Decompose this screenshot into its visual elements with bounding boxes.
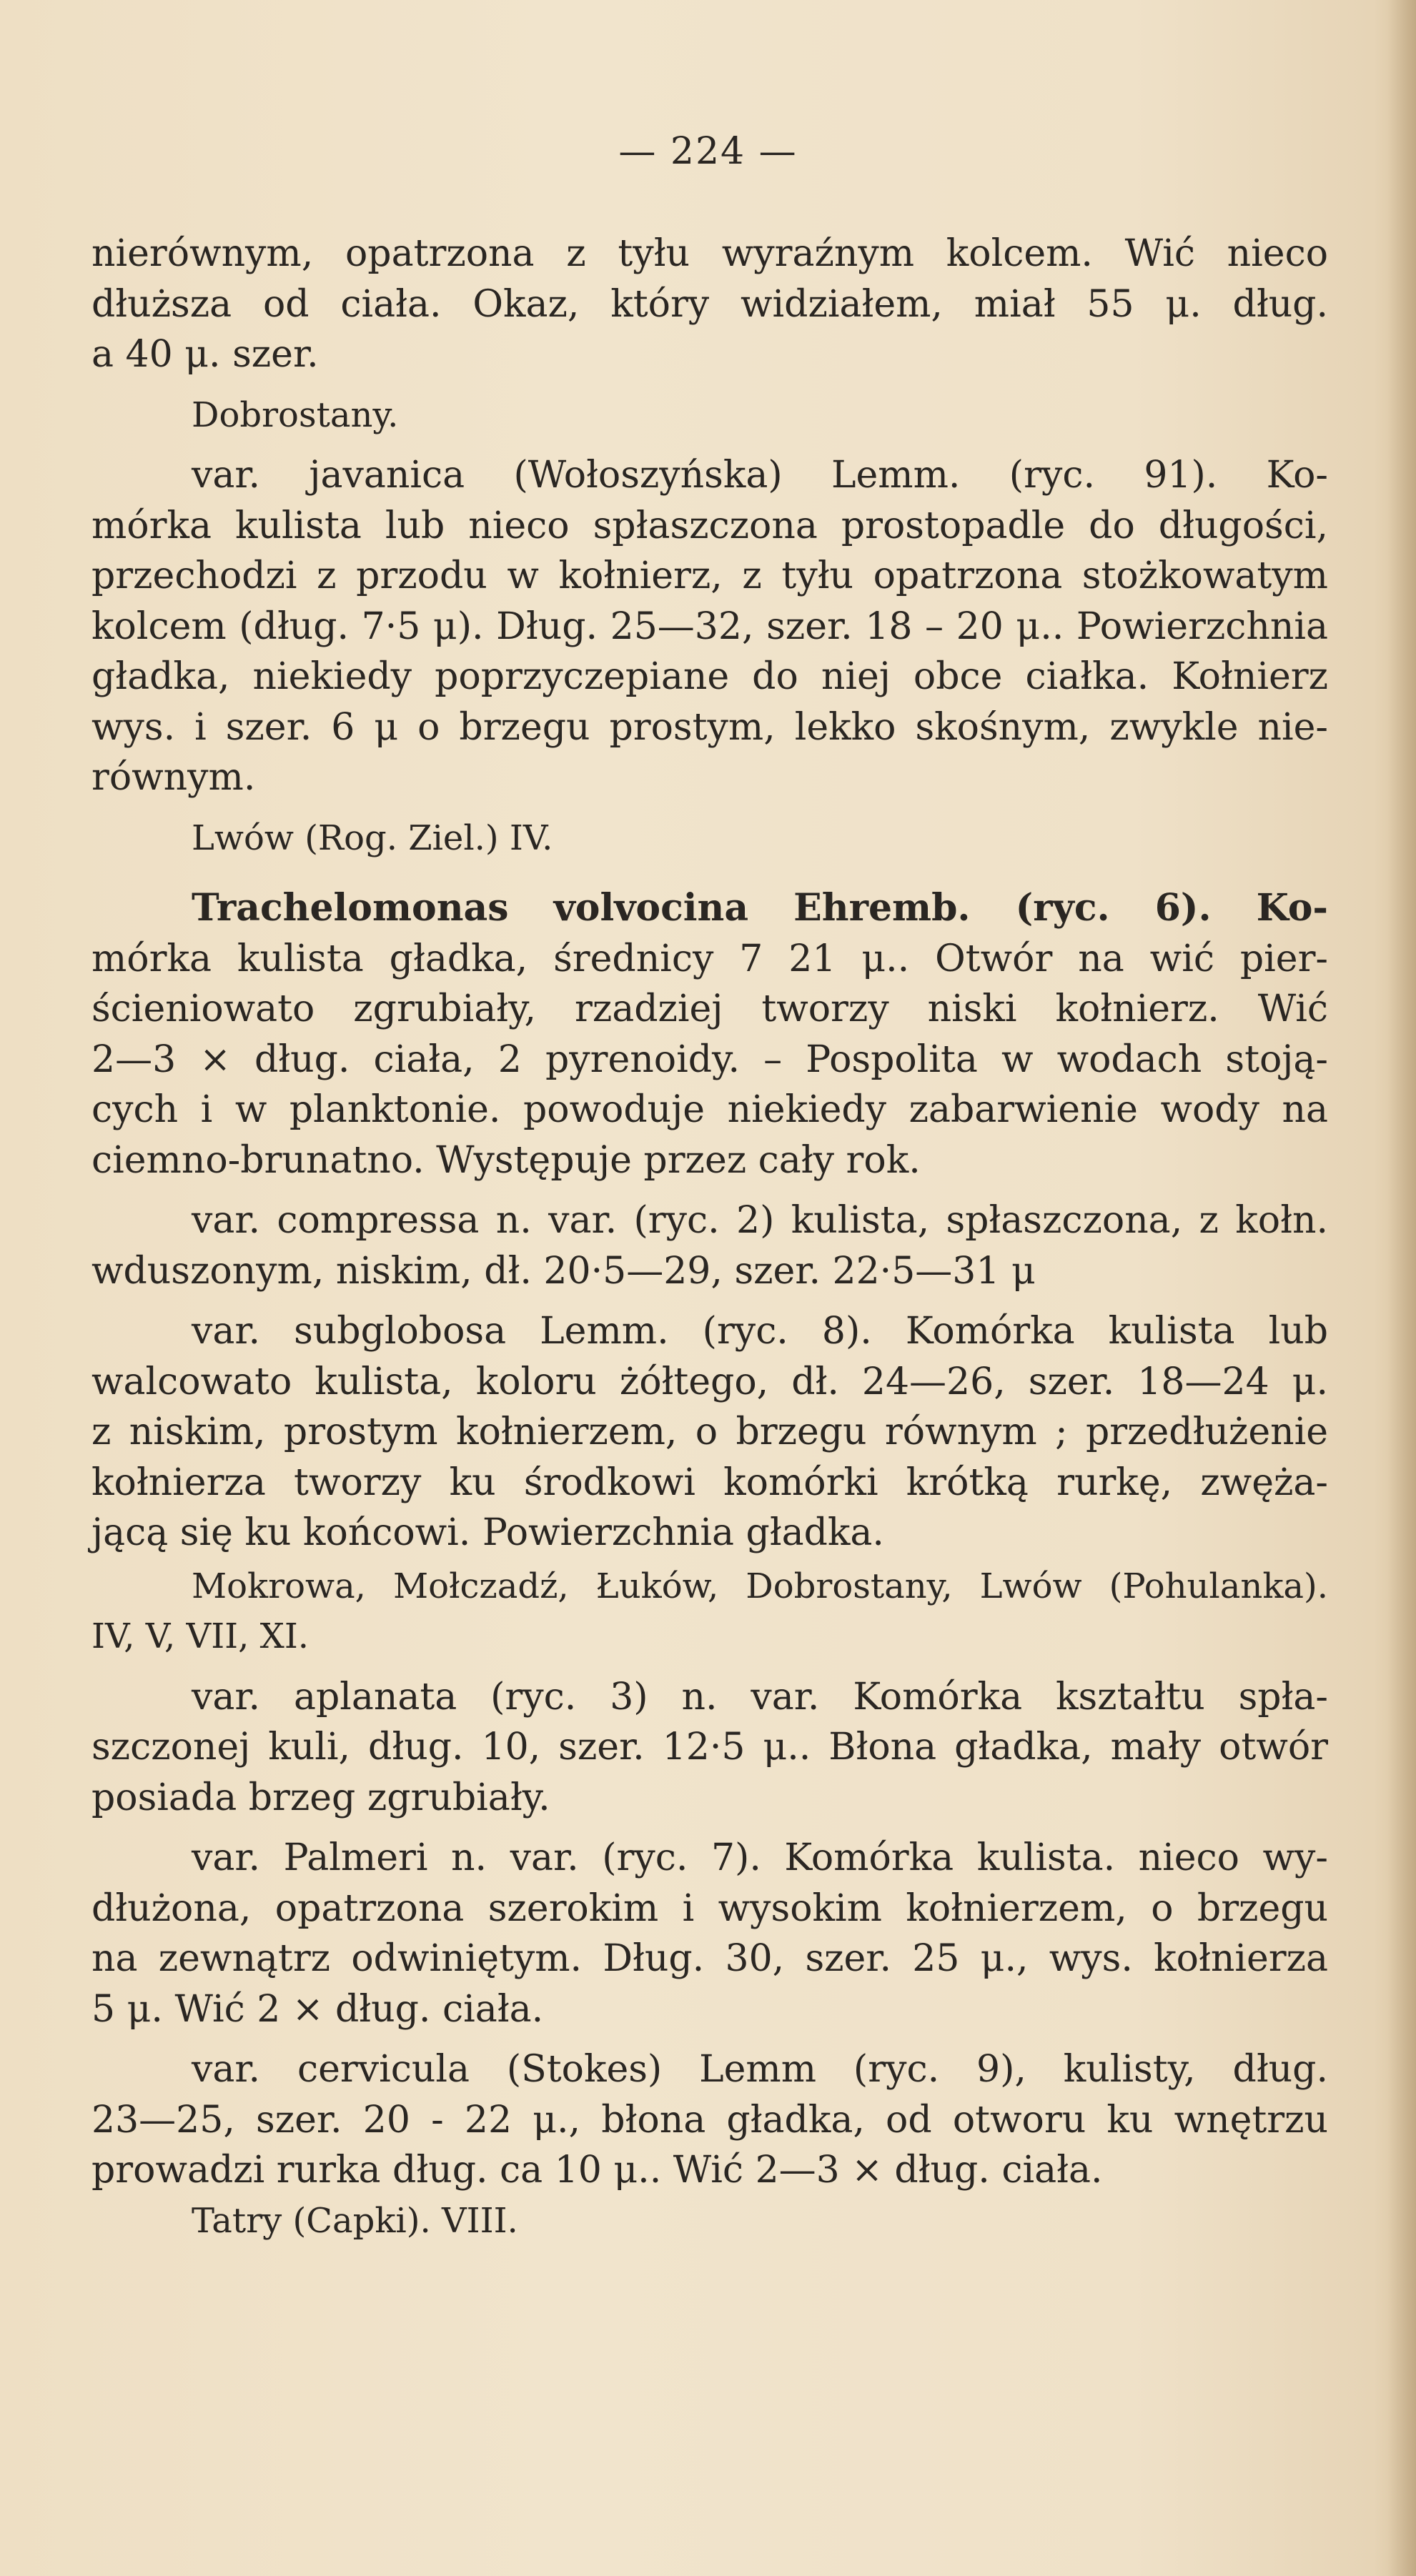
text-line: var. aplanata (ryc. 3) n. var. Komórka kształtu spła- (192, 1675, 1328, 1719)
paragraph-var-javanica (91, 450, 1328, 803)
paragraph-var-compressa (91, 1195, 1328, 1296)
text-line: posiada brzeg zgrubiały. (91, 1776, 550, 1819)
species-heading-line: Trachelomonas volvocina Ehremb. (ryc. 6). Ko- (192, 886, 1328, 930)
text-line: 2—3 × dług. ciała, 2 pyrenoidy. – Pospolita w wodach stoją- (91, 1038, 1328, 1081)
text-line: var. Palmeri n. var. (ryc. 7). Komórka kulista. nieco wy- (192, 1836, 1328, 1879)
text-line: var. subglobosa Lemm. (ryc. 8). Komórka kulista lub (192, 1310, 1328, 1353)
locality-paragraph (91, 1561, 1328, 1662)
text-line: dłuższa od ciała. Okaz, który widziałem, miał 55 μ. dług. (91, 282, 1328, 326)
text-line: ciemno-brunatno. Występuje przez cały rok. (91, 1138, 921, 1182)
page-number: — 224 — (618, 130, 798, 173)
text-line: mórka kulista lub nieco spłaszczona prostopadle do długości, (91, 504, 1328, 547)
paragraph-var-aplanata (91, 1672, 1328, 1824)
locality-paragraph (91, 2196, 1328, 2247)
text-line: 23—25, szer. 20 - 22 μ., błona gładka, od otworu ku wnętrzu (91, 2098, 1328, 2142)
paragraph (91, 229, 1328, 380)
page-body (91, 229, 1328, 2246)
text-line: jącą się ku końcowi. Powierzchnia gładka. (91, 1511, 884, 1554)
locality-paragraph (91, 813, 1328, 864)
text-line: Tatry (Capki). VIII. (192, 2200, 518, 2241)
text-line: Dobrostany. (192, 394, 399, 435)
text-line: wys. i szer. 6 μ o brzegu prostym, lekko skośnym, zwykle nie- (91, 705, 1328, 749)
text-line: IV, V, VII, XI. (91, 1616, 310, 1656)
text-line: gładka, niekiedy poprzyczepiane do niej obce ciałka. Kołnierz (91, 655, 1328, 698)
paragraph-var-subglobosa (91, 1306, 1328, 1558)
text-line: ścieniowato zgrubiały, rzadziej tworzy niski kołnierz. Wić (91, 988, 1328, 1030)
text-line: przechodzi z przodu w kołnierz, z tyłu opatrzona stożkowatym (91, 555, 1328, 597)
page-edge-shadow (1387, 0, 1416, 2576)
text-line: z niskim, prostym kołnierzem, o brzegu równym ; przedłużenie (91, 1411, 1328, 1453)
text-line: a 40 μ. szer. (91, 333, 319, 376)
text-line: kołnierza tworzy ku środkowi komórki krótką rurkę, zwęża- (91, 1461, 1328, 1504)
text-line: kolcem (dług. 7·5 μ). Dług. 25—32, szer. 18 – 20 μ.. Powierzchnia (91, 605, 1328, 648)
paragraph-var-cervicula (91, 2044, 1328, 2196)
text-line: dłużona, opatrzona szerokim i wysokim kołnierzem, o brzegu (91, 1886, 1328, 1930)
text-line: nierównym, opatrzona z tyłu wyraźnym kolcem. Wić nieco (91, 232, 1328, 275)
text-line: prowadzi rurka dług. ca 10 μ.. Wić 2—3 × dług. ciała. (91, 2149, 1103, 2192)
paragraph-var-palmeri (91, 1833, 1328, 2034)
text-line: var. compressa n. var. (ryc. 2) kulista, spłaszczona, z kołn. (192, 1199, 1328, 1242)
text-line: Mokrowa, Mołczadź, Łuków, Dobrostany, Lwów (Pohulanka). (192, 1566, 1328, 1606)
text-line: równym. (91, 756, 256, 799)
text-line: wduszonym, niskim, dł. 20·5—29, szer. 22·5—31 μ (91, 1249, 1036, 1293)
text-line: cych i w planktonie. powoduje niekiedy zabarwienie wody na (91, 1088, 1328, 1131)
text-line: Lwów (Rog. Ziel.) IV. (192, 817, 553, 858)
locality-paragraph (91, 390, 1328, 441)
text-line: 5 μ. Wić 2 × dług. ciała. (91, 1987, 544, 2031)
paragraph-trachelomonas-volvocina (91, 883, 1328, 1185)
text-line: na zewnątrz odwiniętym. Dług. 30, szer. 25 μ., wys. kołnierza (91, 1937, 1328, 1980)
text-line: szczonej kuli, dług. 10, szer. 12·5 μ.. Błona gładka, mały otwór (91, 1726, 1328, 1769)
text-line: var. cervicula (Stokes) Lemm (ryc. 9), kulisty, dług. (192, 2048, 1328, 2091)
text-line: walcowato kulista, koloru żółtego, dł. 24—26, szer. 18—24 μ. (91, 1360, 1328, 1403)
text-line: var. javanica (Wołoszyńska) Lemm. (ryc. 91). Ko- (192, 454, 1328, 497)
text-line: mórka kulista gładka, średnicy 7 21 μ.. Otwór na wić pier- (91, 937, 1328, 980)
